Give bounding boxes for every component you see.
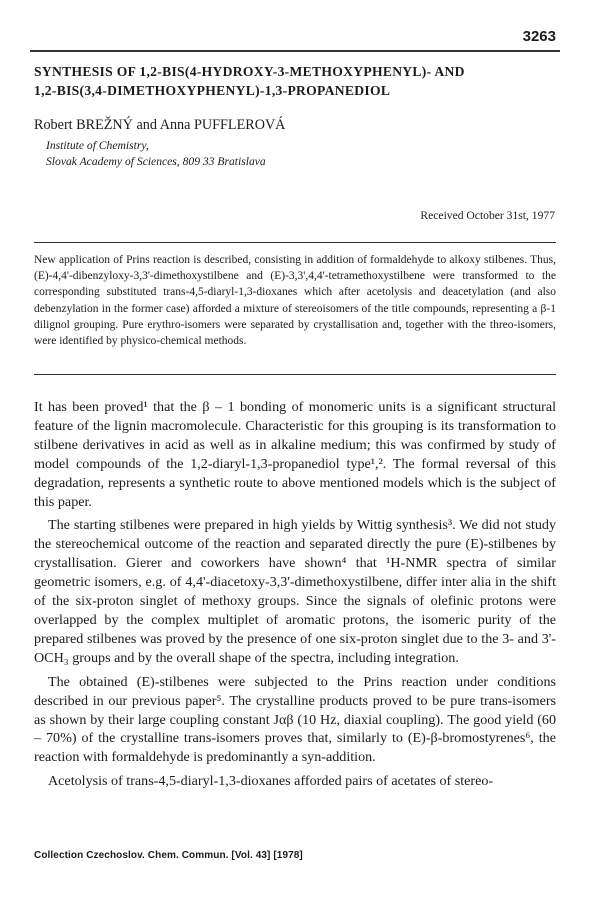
authors: Robert BREŽNÝ and Anna PUFFLEROVÁ	[34, 117, 286, 133]
page-number: 3263	[522, 28, 556, 45]
abstract-top-rule	[34, 242, 556, 243]
paragraph-3: The obtained (E)-stilbenes were subjected to the Prins reaction under conditions described in our previous paper⁵. The crystalline products proved to be pure trans-isomers as shown by their large coupling constant Jαβ (10 Hz, diaxial coupling). The good yield (60 – 70%) of the crystalline trans-isomers proves that, similarly to (E)-β-bromostyrenes⁶, the reaction with formaldehyde is predominantly a syn-addition.	[34, 673, 556, 766]
received-date: Received October 31st, 1977	[420, 209, 555, 222]
paragraph-1: It has been proved¹ that the β – 1 bonding of monomeric units is a significant structural feature of the lignin macromolecule. Characteristic for this grouping is its transformation to stilbene derivatives in acid as well as in alkaline medium; this was confirmed by study of model compounds of the 1,2-diaryl-1,3-propanediol type¹,². The formal reversal of this degradation, represents a synthetic route to above mentioned models which is the subject of this paper.	[34, 399, 556, 510]
title-line-2: 1,2-BIS(3,4-DIMETHOXYPHENYL)-1,3-PROPANEDIOL	[34, 83, 391, 98]
paragraph-4: Acetolysis of trans-4,5-diaryl-1,3-dioxanes afforded pairs of acetates of stereo-	[48, 773, 494, 790]
paragraph-2: The starting stilbenes were prepared in high yields by Wittig synthesis³. We did not study the stereochemical outcome of the reaction and separated directly the pure (E)-stilbenes by crystallisation. Gierer and coworkers have shown⁴ that ¹H-NMR spectra of similar geometric isomers, e.g. of 4,4'-diacetoxy-3,3'-dimethoxystilbene, differ inter alia in the shift of the six-proton singlet of methoxy groups. Since the signals of olefinic protons were overlapped by the complex multiplet of aromatic protons, the isomeric purity of the prepared stilbenes was proved by the presence of one six-proton singlet due to the 3- and 3'-OCH₃ groups and by the overall shape of the spectra, including integration.	[34, 517, 556, 666]
article-body	[34, 398, 556, 796]
abstract: New application of Prins reaction is described, consisting in addition of formaldehyde to alkoxy stilbenes. Thus, (E)-4,4'-dibenzyloxy-3,3'-dimethoxystilbene and (E)-3,3',4,4'-tetramethoxystilbene were transformed to the corresponding substituted trans-4,5-diaryl-1,3-dioxanes which after acetolysis and deacetylation (and also debenzylation in the former case) afforded a mixture of stereoisomers of the title compounds, representing a β-1 dilignol grouping. Pure erythro-isomers were separated by crystallisation and, together with the threo-isomers, were identified by physico-chemical methods.	[34, 254, 556, 348]
affiliation-line-2: Slovak Academy of Sciences, 809 33 Bratislava	[46, 155, 266, 168]
affiliation-line-1: Institute of Chemistry,	[46, 139, 149, 152]
abstract-bottom-rule	[34, 374, 556, 375]
affiliation	[46, 138, 266, 170]
journal-footer: Collection Czechoslov. Chem. Commun. [Vol. 43] [1978]	[34, 850, 303, 861]
header-rule	[30, 50, 560, 52]
title-line-1: SYNTHESIS OF 1,2-BIS(4-HYDROXY-3-METHOXYPHENYL)- AND	[34, 64, 465, 79]
article-title	[34, 62, 574, 100]
